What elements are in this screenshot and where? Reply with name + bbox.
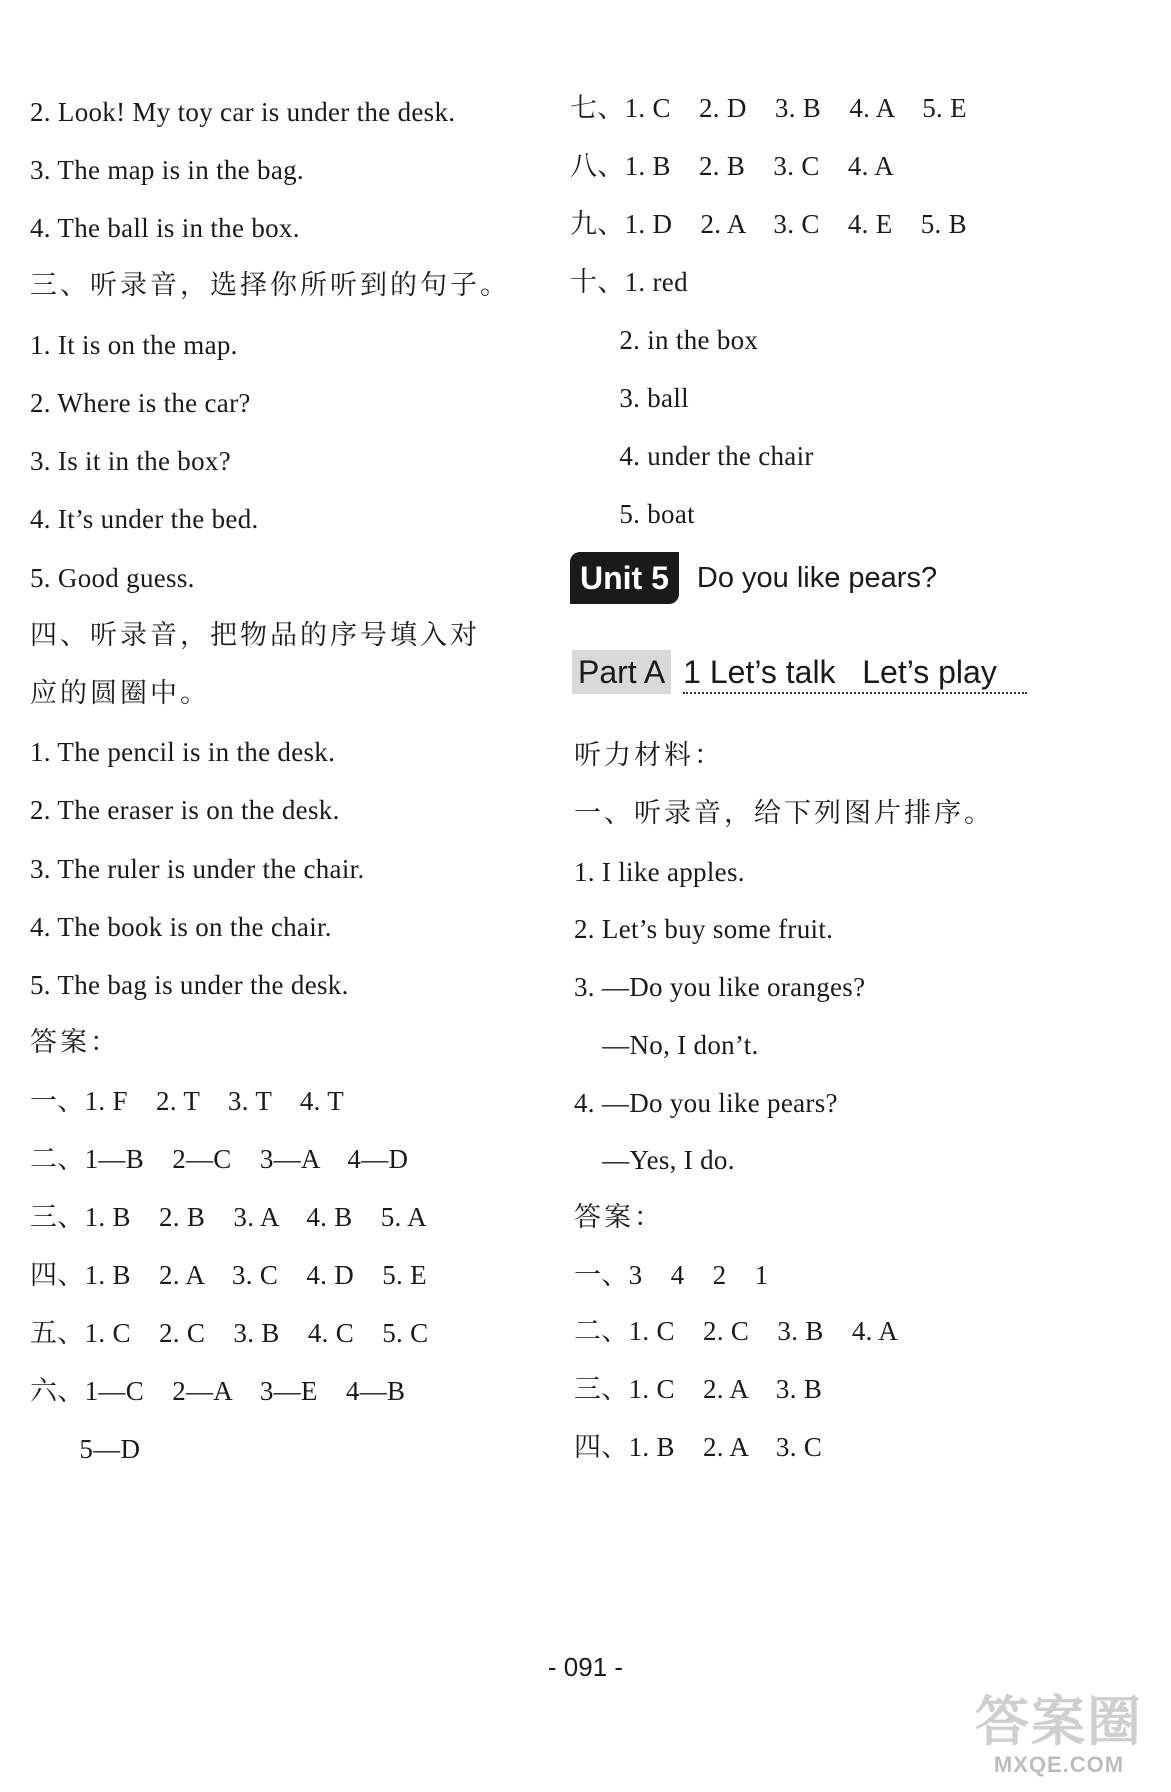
- answer-line: 3. ball: [570, 383, 689, 413]
- answer-line: 5—D: [30, 1434, 141, 1464]
- text-line: 2. Let’s buy some fruit.: [574, 914, 834, 944]
- page-number: - 091 -: [547, 1652, 624, 1682]
- text-line: 1. The pencil is in the desk.: [30, 737, 336, 767]
- text-line: 3. The map is in the bag.: [30, 155, 304, 185]
- unit-badge: Unit 5: [570, 552, 679, 604]
- unit-header: [570, 552, 937, 604]
- text-line: 5. Good guess.: [30, 563, 195, 593]
- unit-title: Do you like pears?: [696, 561, 938, 594]
- answer-line: 七、1. C 2. D 3. B 4. A 5. E: [570, 93, 967, 123]
- text-line: 3. —Do you like oranges?: [574, 972, 866, 1002]
- answer-line: 四、1. B 2. A 3. C: [574, 1432, 823, 1462]
- watermark-logo: 答案圈: [975, 1690, 1143, 1753]
- answer-line: 一、3 4 2 1: [574, 1260, 769, 1290]
- text-line: 2. The eraser is on the desk.: [30, 795, 340, 825]
- text-line: 3. The ruler is under the chair.: [30, 854, 365, 884]
- text-line: —Yes, I do.: [574, 1145, 735, 1175]
- text-line: 4. The book is on the chair.: [30, 912, 332, 942]
- text-line: 1. It is on the map.: [30, 330, 238, 360]
- text-line: —No, I don’t.: [574, 1030, 759, 1060]
- answer-line: 一、1. F 2. T 3. T 4. T: [30, 1086, 345, 1116]
- section-heading: 听力材料：: [574, 740, 724, 771]
- part-badge: Part A: [572, 650, 671, 694]
- answer-line: 九、1. D 2. A 3. C 4. E 5. B: [570, 209, 967, 239]
- text-line: 4. The ball is in the box.: [30, 213, 300, 243]
- answer-line: 5. boat: [570, 499, 695, 529]
- answer-line: 六、1—C 2—A 3—E 4—B: [30, 1376, 406, 1406]
- answer-line: 二、1. C 2. C 3. B 4. A: [574, 1316, 899, 1346]
- part-title: 1 Let’s talk Let’s play: [683, 652, 1027, 694]
- text-line: 4. It’s under the bed.: [30, 504, 259, 534]
- answer-line: 4. under the chair: [570, 441, 814, 471]
- answer-line: 2. in the box: [570, 325, 759, 355]
- answer-line: 二、1—B 2—C 3—A 4—D: [30, 1144, 409, 1174]
- answer-line: 五、1. C 2. C 3. B 4. C 5. C: [30, 1318, 429, 1348]
- text-line: 2. Where is the car?: [30, 388, 251, 418]
- answer-line: 八、1. B 2. B 3. C 4. A: [570, 151, 895, 181]
- section-heading: 三、听录音，选择你所听到的句子。: [30, 270, 510, 301]
- answer-heading: 答案：: [574, 1202, 664, 1233]
- part-header: [572, 650, 1027, 694]
- section-heading: 一、听录音，给下列图片排序。: [574, 798, 994, 829]
- answer-line: 三、1. C 2. A 3. B: [574, 1374, 823, 1404]
- text-line: 2. Look! My toy car is under the desk.: [30, 97, 456, 127]
- section-heading: 应的圆圈中。: [30, 678, 210, 709]
- answer-line: 三、1. B 2. B 3. A 4. B 5. A: [30, 1202, 427, 1232]
- text-line: 4. —Do you like pears?: [574, 1088, 838, 1118]
- section-heading: 四、听录音，把物品的序号填入对: [30, 620, 480, 651]
- text-line: 3. Is it in the box?: [30, 446, 231, 476]
- text-line: 5. The bag is under the desk.: [30, 970, 349, 1000]
- answer-line: 四、1. B 2. A 3. C 4. D 5. E: [30, 1260, 427, 1290]
- watermark: [975, 1692, 1143, 1778]
- text-line: 1. I like apples.: [574, 857, 745, 887]
- answer-line: 十、1. red: [570, 267, 688, 297]
- watermark-url: MXQE.COM: [993, 1752, 1125, 1777]
- answer-heading: 答案：: [30, 1027, 120, 1058]
